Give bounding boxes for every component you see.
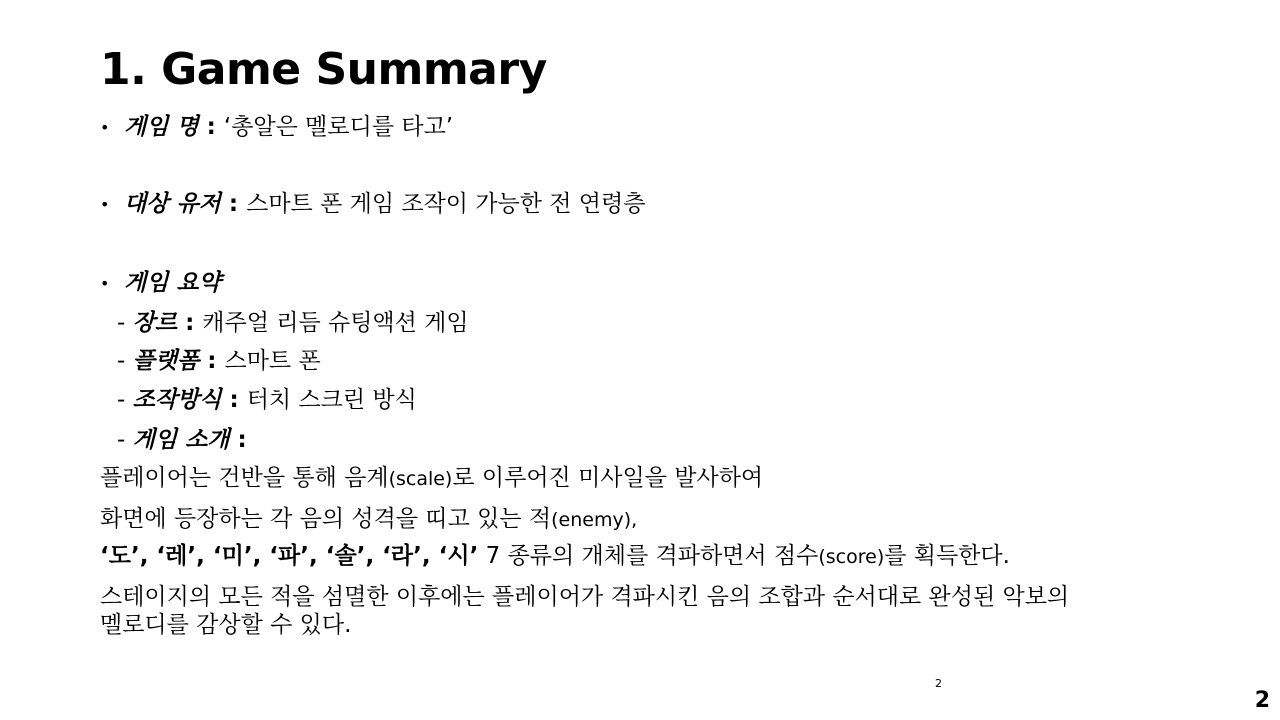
intro-line-3-score: (score): [818, 546, 885, 568]
platform-dash: -: [117, 348, 133, 374]
intro-line-2-enemy: (enemy),: [551, 509, 638, 531]
note-list: ‘도’, ‘레’, ‘미’, ‘파’, ‘솔’, ‘라’, ‘시’: [100, 543, 479, 569]
game-name-item: [100, 114, 453, 142]
intro-line-3: [100, 543, 1010, 571]
intro-item: [117, 427, 247, 455]
target-user-item: [100, 191, 645, 219]
genre-label: 장르: [132, 310, 178, 336]
platform-item: [117, 348, 321, 376]
target-user-colon: :: [220, 191, 247, 217]
intro-line-1: [100, 465, 763, 493]
intro-line-5: 멜로디를 감상할 수 있다.: [100, 612, 352, 638]
control-label: 조작방식: [132, 387, 222, 413]
bullet-icon: •: [100, 194, 110, 214]
intro-line-3-text-c: 를 획득한다.: [884, 543, 1010, 569]
control-item: [117, 387, 417, 415]
game-name-value: ‘총알은 멜로디를 타고’: [223, 114, 454, 140]
intro-dash: -: [117, 427, 133, 453]
target-user-value: 스마트 폰 게임 조작이 가능한 전 연령층: [246, 191, 646, 217]
platform-label: 플랫폼: [132, 348, 200, 374]
genre-dash: -: [117, 310, 133, 336]
intro-line-1-scale: (scale): [388, 468, 453, 490]
bullet-icon: •: [100, 117, 110, 137]
control-value: 터치 스크린 방식: [246, 387, 417, 413]
intro-line-1-text-a: 플레이어는 건반을 통해 음계: [100, 465, 389, 491]
control-colon: :: [221, 387, 247, 413]
intro-line-1-text-c: 로 이루어진 미사일을 발사하여: [452, 465, 764, 491]
genre-value: 캐주얼 리듬 슈팅액션 게임: [202, 310, 469, 336]
page-number: 2: [1254, 688, 1270, 713]
slide-number-small: 2: [935, 677, 942, 690]
bullet-icon: •: [100, 273, 110, 293]
intro-line-2-text-a: 화면에 등장하는 각 음의 성격을 띠고 있는 적: [100, 506, 552, 532]
summary-item: [100, 270, 221, 298]
target-user-label: 대상 유저: [124, 191, 221, 217]
intro-colon: :: [229, 427, 247, 453]
genre-item: [117, 310, 469, 338]
intro-label: 게임 소개: [132, 427, 230, 453]
game-name-label: 게임 명: [124, 114, 199, 140]
platform-colon: :: [199, 348, 225, 374]
genre-colon: :: [177, 310, 203, 336]
page-title: 1. Game Summary: [100, 44, 547, 95]
summary-label: 게임 요약: [124, 270, 221, 296]
intro-line-4: 스테이지의 모든 적을 섬멸한 이후에는 플레이어가 격파시킨 음의 조합과 순서대로 완성된 악보의: [100, 584, 1070, 610]
control-dash: -: [117, 387, 133, 413]
intro-line-3-text-a: 7 종류의 개체를 격파하면서 점수: [478, 543, 819, 569]
intro-line-2: [100, 506, 637, 534]
game-name-colon: :: [198, 114, 224, 140]
platform-value: 스마트 폰: [224, 348, 321, 374]
